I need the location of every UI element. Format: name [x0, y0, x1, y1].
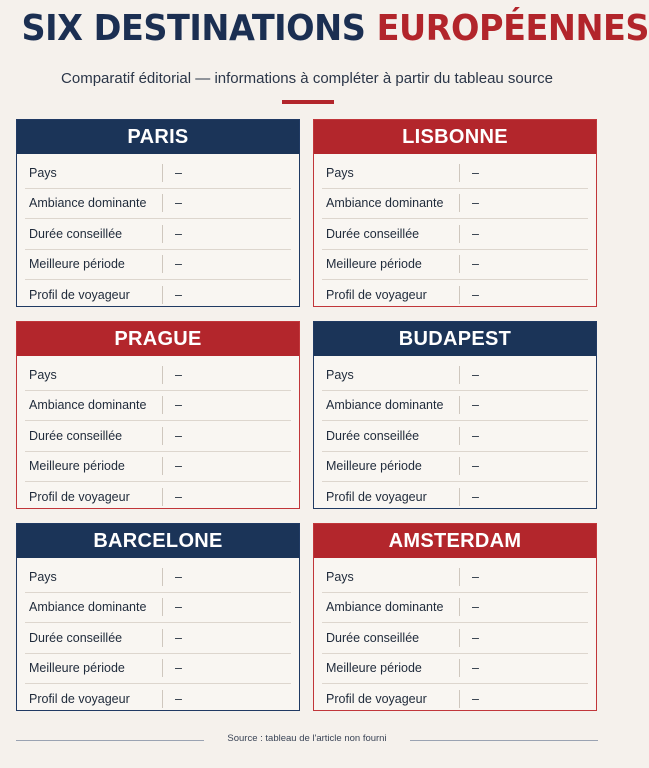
row-label: Pays	[322, 568, 460, 586]
destination-name: PARIS	[17, 120, 299, 154]
row-value: –	[175, 257, 182, 272]
row-label: Pays	[322, 164, 460, 182]
destination-card	[16, 321, 300, 509]
table-row	[25, 452, 291, 483]
row-value: –	[472, 367, 479, 382]
row-label: Meilleure période	[25, 255, 163, 273]
row-value: –	[472, 661, 479, 676]
destination-name: LISBONNE	[314, 120, 596, 154]
table-row	[25, 684, 291, 714]
table-row	[322, 684, 588, 714]
row-value: –	[175, 630, 182, 645]
table-row	[25, 391, 291, 422]
title-part-navy: SIX DESTINATIONS	[21, 8, 366, 49]
row-label: Ambiance dominante	[25, 194, 163, 212]
destination-table	[17, 154, 299, 310]
destination-card	[16, 119, 300, 307]
row-value: –	[472, 196, 479, 211]
table-row	[322, 482, 588, 512]
row-value: –	[472, 287, 479, 302]
row-value: –	[175, 398, 182, 413]
row-value: –	[472, 165, 479, 180]
table-row	[322, 654, 588, 685]
table-row	[25, 593, 291, 624]
destination-table	[17, 356, 299, 512]
destination-table	[314, 356, 596, 512]
row-label: Pays	[25, 568, 163, 586]
destination-card	[313, 523, 597, 711]
table-row	[25, 421, 291, 452]
table-row	[322, 421, 588, 452]
row-value: –	[472, 398, 479, 413]
table-row	[322, 593, 588, 624]
page-subtitle: Comparatif éditorial — informations à compléter à partir du tableau source	[61, 70, 553, 87]
destination-card	[16, 523, 300, 711]
row-value: –	[175, 489, 182, 504]
table-row	[322, 189, 588, 220]
destination-card	[313, 321, 597, 509]
row-label: Pays	[25, 164, 163, 182]
table-row	[322, 280, 588, 310]
row-value: –	[175, 226, 182, 241]
row-value: –	[175, 165, 182, 180]
table-row	[25, 250, 291, 281]
row-value: –	[472, 428, 479, 443]
row-value: –	[175, 600, 182, 615]
row-value: –	[472, 630, 479, 645]
row-label: Meilleure période	[322, 457, 460, 475]
row-label: Ambiance dominante	[25, 598, 163, 616]
row-label: Durée conseillée	[322, 427, 460, 445]
row-label: Profil de voyageur	[322, 286, 460, 304]
destination-table	[314, 558, 596, 714]
destination-name: AMSTERDAM	[314, 524, 596, 558]
table-row	[25, 654, 291, 685]
table-row	[25, 562, 291, 593]
row-value: –	[472, 489, 479, 504]
row-label: Profil de voyageur	[25, 488, 163, 506]
table-row	[25, 158, 291, 189]
page-title	[21, 8, 649, 49]
table-row	[25, 219, 291, 250]
table-row	[322, 452, 588, 483]
destination-table	[17, 558, 299, 714]
row-label: Profil de voyageur	[322, 488, 460, 506]
table-row	[25, 623, 291, 654]
row-value: –	[472, 569, 479, 584]
table-row	[25, 482, 291, 512]
table-row	[25, 360, 291, 391]
row-value: –	[175, 428, 182, 443]
destination-name: BUDAPEST	[314, 322, 596, 356]
row-label: Meilleure période	[322, 255, 460, 273]
row-label: Profil de voyageur	[25, 690, 163, 708]
destination-name: PRAGUE	[17, 322, 299, 356]
row-label: Ambiance dominante	[25, 396, 163, 414]
table-row	[322, 158, 588, 189]
table-row	[322, 360, 588, 391]
row-label: Meilleure période	[322, 659, 460, 677]
row-value: –	[472, 257, 479, 272]
row-label: Durée conseillée	[25, 629, 163, 647]
title-accent-divider	[282, 100, 334, 104]
row-value: –	[175, 196, 182, 211]
title-part-red: EUROPÉENNES	[376, 8, 649, 49]
row-label: Durée conseillée	[25, 427, 163, 445]
row-value: –	[175, 569, 182, 584]
table-row	[25, 189, 291, 220]
table-row	[322, 219, 588, 250]
table-row	[322, 562, 588, 593]
table-row	[322, 623, 588, 654]
row-value: –	[472, 226, 479, 241]
row-label: Pays	[25, 366, 163, 384]
row-label: Profil de voyageur	[322, 690, 460, 708]
row-label: Meilleure période	[25, 659, 163, 677]
row-value: –	[175, 367, 182, 382]
row-label: Pays	[322, 366, 460, 384]
row-label: Profil de voyageur	[25, 286, 163, 304]
row-value: –	[175, 459, 182, 474]
row-label: Ambiance dominante	[322, 396, 460, 414]
row-label: Durée conseillée	[322, 629, 460, 647]
destination-table	[314, 154, 596, 310]
row-value: –	[472, 691, 479, 706]
row-value: –	[175, 661, 182, 676]
source-note: Source : tableau de l'article non fourni	[227, 733, 387, 744]
table-row	[322, 391, 588, 422]
row-value: –	[472, 459, 479, 474]
row-value: –	[472, 600, 479, 615]
table-row	[25, 280, 291, 310]
row-label: Durée conseillée	[25, 225, 163, 243]
table-row	[322, 250, 588, 281]
destination-name: BARCELONE	[17, 524, 299, 558]
row-label: Durée conseillée	[322, 225, 460, 243]
footer-divider-right	[410, 740, 598, 741]
row-value: –	[175, 287, 182, 302]
row-label: Ambiance dominante	[322, 194, 460, 212]
row-value: –	[175, 691, 182, 706]
row-label: Meilleure période	[25, 457, 163, 475]
row-label: Ambiance dominante	[322, 598, 460, 616]
destination-card	[313, 119, 597, 307]
